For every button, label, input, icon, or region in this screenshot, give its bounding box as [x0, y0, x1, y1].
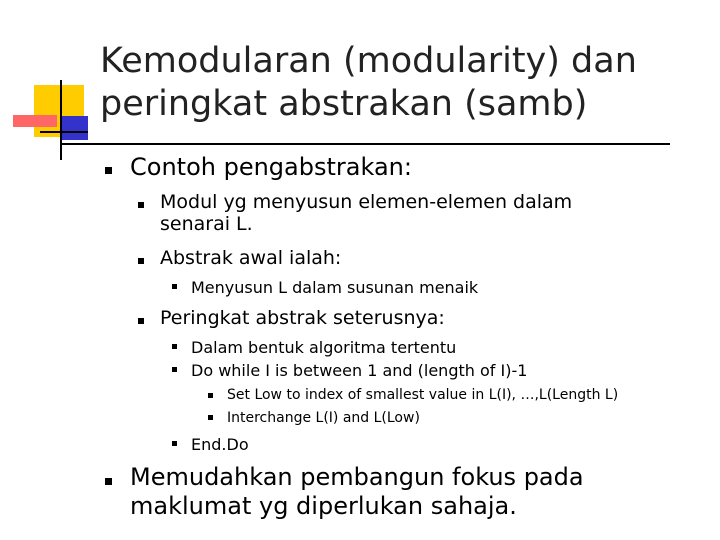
bullet-item-level1: [130, 463, 584, 521]
bullet-line-1: Modul yg menyusun elemen-elemen dalam: [160, 191, 573, 213]
bullet-item-level2: [160, 191, 572, 235]
bullet-line-1: Memudahkan pembangun fokus pada: [130, 463, 584, 491]
slide-title: [100, 40, 700, 126]
decor-horizontal-line: [40, 131, 88, 133]
bullet-item-level2: Peringkat abstrak seterusnya:: [160, 307, 445, 329]
bullet-item-level3: Menyusun L dalam susunan menaik: [191, 278, 479, 297]
decor-vertical-line: [60, 80, 62, 160]
bullet-icon: [172, 441, 177, 446]
bullet-item-level2: Abstrak awal ialah:: [160, 247, 342, 269]
bullet-icon: [138, 318, 144, 324]
bullet-item-level1: Contoh pengabstrakan:: [130, 153, 412, 181]
bullet-icon: [105, 167, 112, 174]
bullet-item-level3: Do while I is between 1 and (length of I)-1: [191, 361, 528, 380]
bullet-icon: [172, 344, 177, 349]
bullet-item-level3: End.Do: [191, 435, 249, 454]
bullet-item-level3: Dalam bentuk algoritma tertentu: [191, 338, 457, 357]
bullet-item-level4: Interchange L(I) and L(Low): [227, 410, 420, 426]
bullet-line-2: senarai L.: [160, 213, 253, 235]
bullet-item-level4: Set Low to index of smallest value in L(I), …,L(Length L): [227, 387, 619, 403]
bullet-icon: [138, 258, 144, 264]
bullet-icon: [172, 367, 177, 372]
title-line-1: Kemodularan (modularity) dan: [100, 41, 637, 81]
bullet-icon: [208, 393, 213, 398]
bullet-icon: [105, 478, 112, 485]
decor-red-bar: [13, 115, 57, 127]
bullet-icon: [172, 284, 177, 289]
title-underline: [60, 143, 670, 145]
bullet-icon: [138, 202, 144, 208]
title-line-2: peringkat abstrakan (samb): [100, 84, 588, 124]
bullet-line-2: maklumat yg diperlukan sahaja.: [130, 492, 517, 520]
decor-blue-square: [62, 116, 88, 140]
bullet-icon: [208, 415, 213, 420]
